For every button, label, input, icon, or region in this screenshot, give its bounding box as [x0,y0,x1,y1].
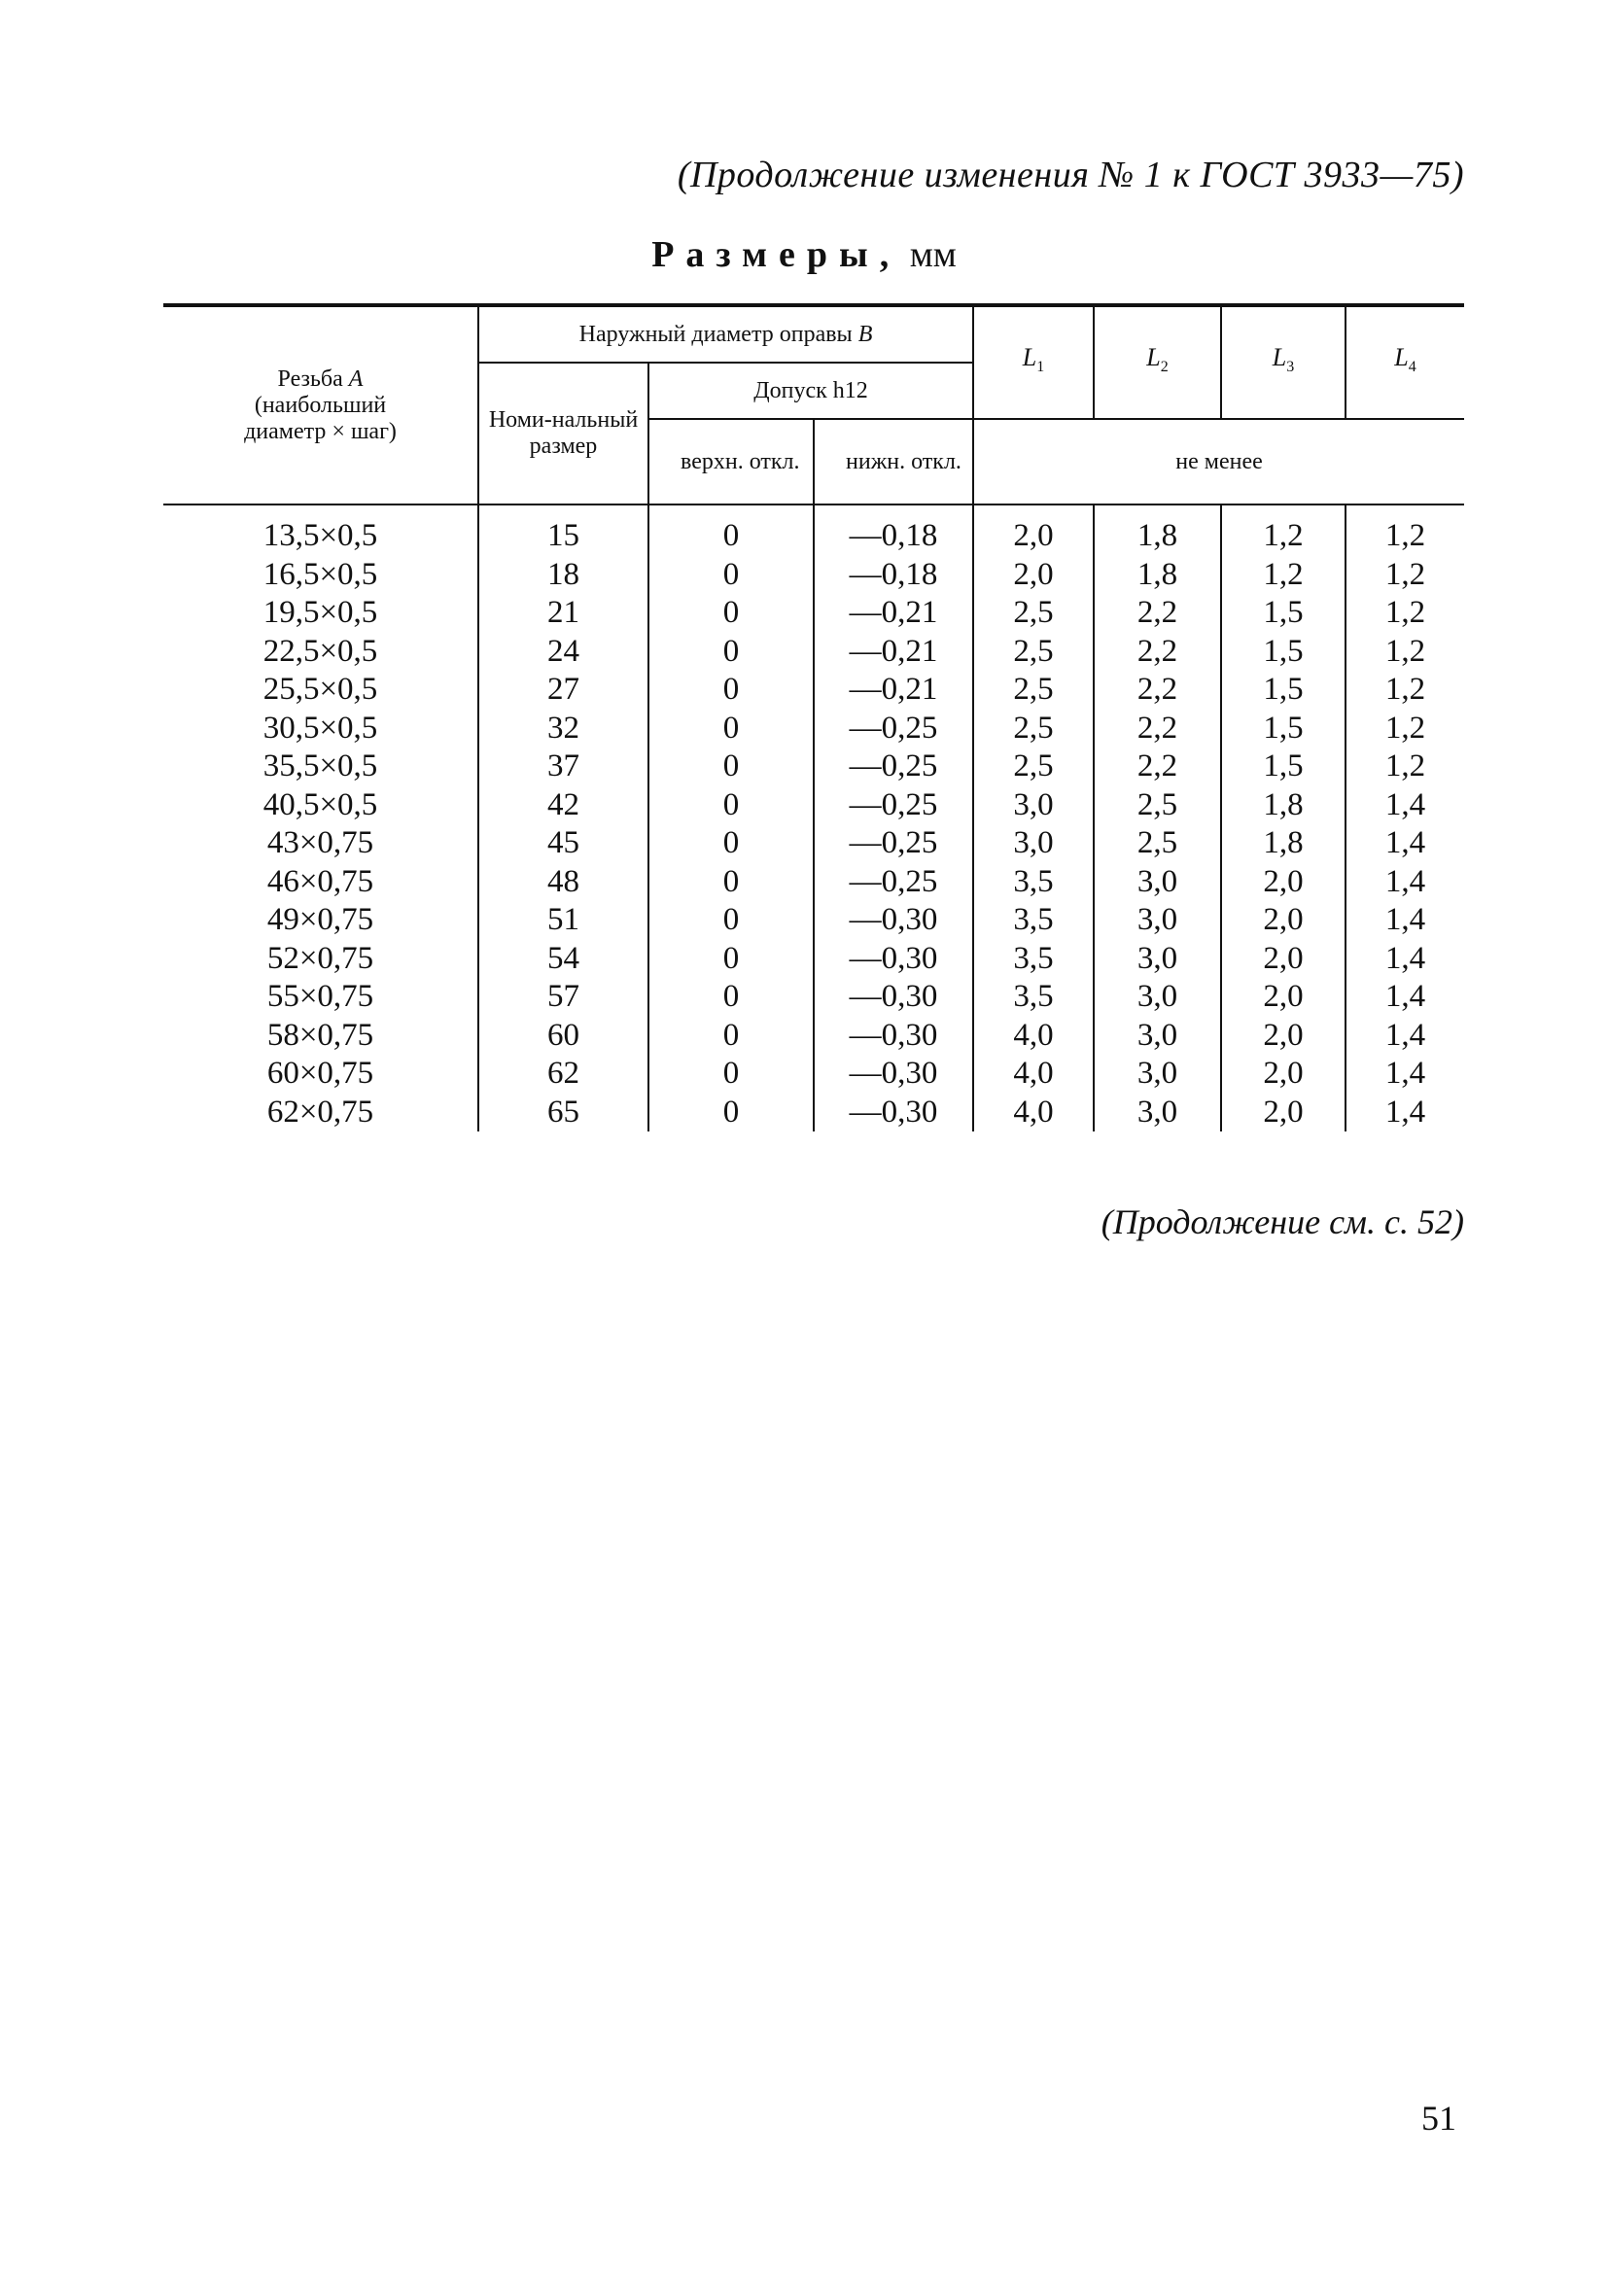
table-row [163,824,1464,863]
l2-cell: 2,5 [1094,824,1221,863]
nominal-size-cell: 32 [478,710,648,748]
lower-deviation-cell: —0,25 [814,748,973,786]
l1-cell: 4,0 [973,1017,1094,1056]
table-title [0,233,1608,276]
thread-cell: 16,5×0,5 [262,556,378,592]
upper-deviation-cell: 0 [648,748,814,786]
lower-deviation-cell: —0,30 [814,978,973,1017]
nominal-size-header: Номи-нальный размер [478,363,648,504]
upper-deviation-cell: 0 [648,824,814,863]
l1-cell: 3,0 [973,786,1094,825]
l1-cell: 4,0 [973,1094,1094,1132]
thread-cell: 49×0,75 [266,902,374,937]
l4-cell: 1,4 [1346,940,1464,979]
table-row [163,633,1464,672]
nominal-size-cell: 24 [478,633,648,672]
l1-cell: 2,5 [973,671,1094,710]
thread-cell: 43×0,75 [266,825,374,860]
l3-cell: 2,0 [1221,940,1346,979]
thread-cell: 13,5×0,5 [262,518,378,553]
l3-cell: 1,5 [1221,710,1346,748]
l1-cell: 3,0 [973,824,1094,863]
running-header: (Продолжение изменения № 1 к ГОСТ 3933—75) [677,155,1464,195]
table-row [163,940,1464,979]
l3-cell: 2,0 [1221,863,1346,902]
upper-deviation-cell: 0 [648,710,814,748]
upper-deviation-cell: 0 [648,978,814,1017]
table-row [163,1017,1464,1056]
table-row [163,671,1464,710]
upper-deviation-cell: 0 [648,594,814,633]
lower-deviation-cell: —0,21 [814,594,973,633]
l3-header: $L_3$ [1221,305,1346,419]
lower-deviation-cell: —0,18 [814,556,973,595]
lower-deviation-cell: —0,30 [814,1017,973,1056]
nominal-size-cell: 37 [478,748,648,786]
dimensions-table [163,303,1464,1131]
l2-cell: 3,0 [1094,1017,1221,1056]
l4-cell: 1,4 [1346,824,1464,863]
l3-cell: 1,2 [1221,556,1346,595]
l4-cell: 1,2 [1346,633,1464,672]
l1-cell: 2,0 [973,504,1094,556]
l4-cell: 1,2 [1346,671,1464,710]
l3-cell: 1,5 [1221,748,1346,786]
l1-cell: 2,5 [973,633,1094,672]
l4-cell: 1,2 [1346,504,1464,556]
l3-cell: 2,0 [1221,1017,1346,1056]
thread-cell: 19,5×0,5 [262,595,378,630]
l4-cell: 1,4 [1346,901,1464,940]
l3-cell: 1,8 [1221,824,1346,863]
thread-cell: 35,5×0,5 [262,748,378,783]
table-row [163,504,1464,556]
table-row [163,710,1464,748]
nominal-size-cell: 21 [478,594,648,633]
upper-deviation-cell: 0 [648,901,814,940]
lower-deviation-header: нижн. откл. [814,419,973,504]
upper-deviation-cell: 0 [648,940,814,979]
l3-cell: 2,0 [1221,1055,1346,1094]
table-row [163,594,1464,633]
thread-cell: 25,5×0,5 [262,672,378,707]
l4-cell: 1,2 [1346,748,1464,786]
thread-cell: 62×0,75 [266,1094,374,1130]
thread-cell: 60×0,75 [266,1056,374,1091]
lower-deviation-cell: —0,25 [814,863,973,902]
l1-cell: 3,5 [973,978,1094,1017]
l3-cell: 1,8 [1221,786,1346,825]
nominal-size-cell: 42 [478,786,648,825]
l2-cell: 3,0 [1094,978,1221,1017]
table-title-unit: мм [909,234,957,275]
l2-cell: 2,2 [1094,748,1221,786]
thread-cell: 52×0,75 [266,940,374,976]
l2-cell: 2,2 [1094,710,1221,748]
nominal-size-cell: 18 [478,556,648,595]
nominal-size-cell: 48 [478,863,648,902]
l1-cell: 2,5 [973,594,1094,633]
lower-deviation-cell: —0,30 [814,901,973,940]
nominal-size-cell: 51 [478,901,648,940]
table-row [163,1055,1464,1094]
l4-cell: 1,4 [1346,1055,1464,1094]
nominal-size-cell: 15 [478,504,648,556]
lower-deviation-cell: —0,21 [814,633,973,672]
l4-cell: 1,4 [1346,1094,1464,1132]
l2-cell: 1,8 [1094,556,1221,595]
l1-cell: 4,0 [973,1055,1094,1094]
l4-cell: 1,4 [1346,1017,1464,1056]
l1-cell: 3,5 [973,901,1094,940]
l3-cell: 1,5 [1221,594,1346,633]
nominal-size-cell: 62 [478,1055,648,1094]
l2-cell: 3,0 [1094,1094,1221,1132]
lower-deviation-cell: —0,25 [814,786,973,825]
l3-cell: 1,5 [1221,671,1346,710]
nominal-size-cell: 57 [478,978,648,1017]
l1-cell: 3,5 [973,940,1094,979]
table-body [163,504,1464,1131]
lower-deviation-cell: —0,30 [814,1094,973,1132]
upper-deviation-cell: 0 [648,786,814,825]
l3-cell: 2,0 [1221,1094,1346,1132]
thread-header: Резьба A (наибольший диаметр × шаг) [163,305,478,504]
table-row [163,901,1464,940]
table-title-main: Размеры, [651,234,901,275]
l2-cell: 2,2 [1094,633,1221,672]
l4-header: $L_4$ [1346,305,1464,419]
table-row [163,748,1464,786]
l4-cell: 1,2 [1346,710,1464,748]
table-row [163,978,1464,1017]
l1-cell: 2,5 [973,748,1094,786]
upper-deviation-cell: 0 [648,556,814,595]
lower-deviation-cell: —0,18 [814,504,973,556]
nominal-size-cell: 60 [478,1017,648,1056]
l2-cell: 1,8 [1094,504,1221,556]
l4-cell: 1,2 [1346,556,1464,595]
thread-cell: 46×0,75 [266,863,374,899]
upper-deviation-cell: 0 [648,1055,814,1094]
upper-deviation-cell: 0 [648,1094,814,1132]
l1-cell: 2,5 [973,710,1094,748]
l2-cell: 3,0 [1094,1055,1221,1094]
l4-cell: 1,4 [1346,978,1464,1017]
outer-diameter-header: Наружный диаметр оправы B [478,305,973,363]
l2-cell: 2,2 [1094,671,1221,710]
lower-deviation-cell: —0,25 [814,710,973,748]
l1-cell: 3,5 [973,863,1094,902]
table-row [163,863,1464,902]
upper-deviation-cell: 0 [648,863,814,902]
lower-deviation-cell: —0,30 [814,940,973,979]
upper-deviation-cell: 0 [648,504,814,556]
l2-cell: 3,0 [1094,940,1221,979]
continuation-note: (Продолжение см. с. 52) [1101,1202,1464,1241]
l3-cell: 1,5 [1221,633,1346,672]
l4-cell: 1,4 [1346,786,1464,825]
l2-cell: 2,5 [1094,786,1221,825]
table-row [163,556,1464,595]
tolerance-header: Допуск h12 [648,363,973,419]
table-row [163,786,1464,825]
upper-deviation-header: верхн. откл. [648,419,814,504]
l1-cell: 2,0 [973,556,1094,595]
thread-cell: 30,5×0,5 [262,710,378,746]
l3-cell: 1,2 [1221,504,1346,556]
lower-deviation-cell: —0,25 [814,824,973,863]
l2-cell: 3,0 [1094,863,1221,902]
upper-deviation-cell: 0 [648,671,814,710]
l1-header: $L_1$ [973,305,1094,419]
nominal-size-cell: 54 [478,940,648,979]
l2-cell: 3,0 [1094,901,1221,940]
table-row [163,1094,1464,1132]
l2-cell: 2,2 [1094,594,1221,633]
nominal-size-cell: 27 [478,671,648,710]
page-number: 51 [1421,2099,1456,2138]
thread-cell: 55×0,75 [266,979,374,1014]
l3-cell: 2,0 [1221,978,1346,1017]
l4-cell: 1,4 [1346,863,1464,902]
lower-deviation-cell: —0,30 [814,1055,973,1094]
upper-deviation-cell: 0 [648,633,814,672]
lower-deviation-cell: —0,21 [814,671,973,710]
nominal-size-cell: 45 [478,824,648,863]
thread-cell: 22,5×0,5 [262,633,378,669]
thread-cell: 58×0,75 [266,1017,374,1053]
thread-cell: 40,5×0,5 [262,786,378,822]
l4-cell: 1,2 [1346,594,1464,633]
min-note-header: не менее [973,419,1464,504]
nominal-size-cell: 65 [478,1094,648,1132]
upper-deviation-cell: 0 [648,1017,814,1056]
l3-cell: 2,0 [1221,901,1346,940]
l2-header: $L_2$ [1094,305,1221,419]
